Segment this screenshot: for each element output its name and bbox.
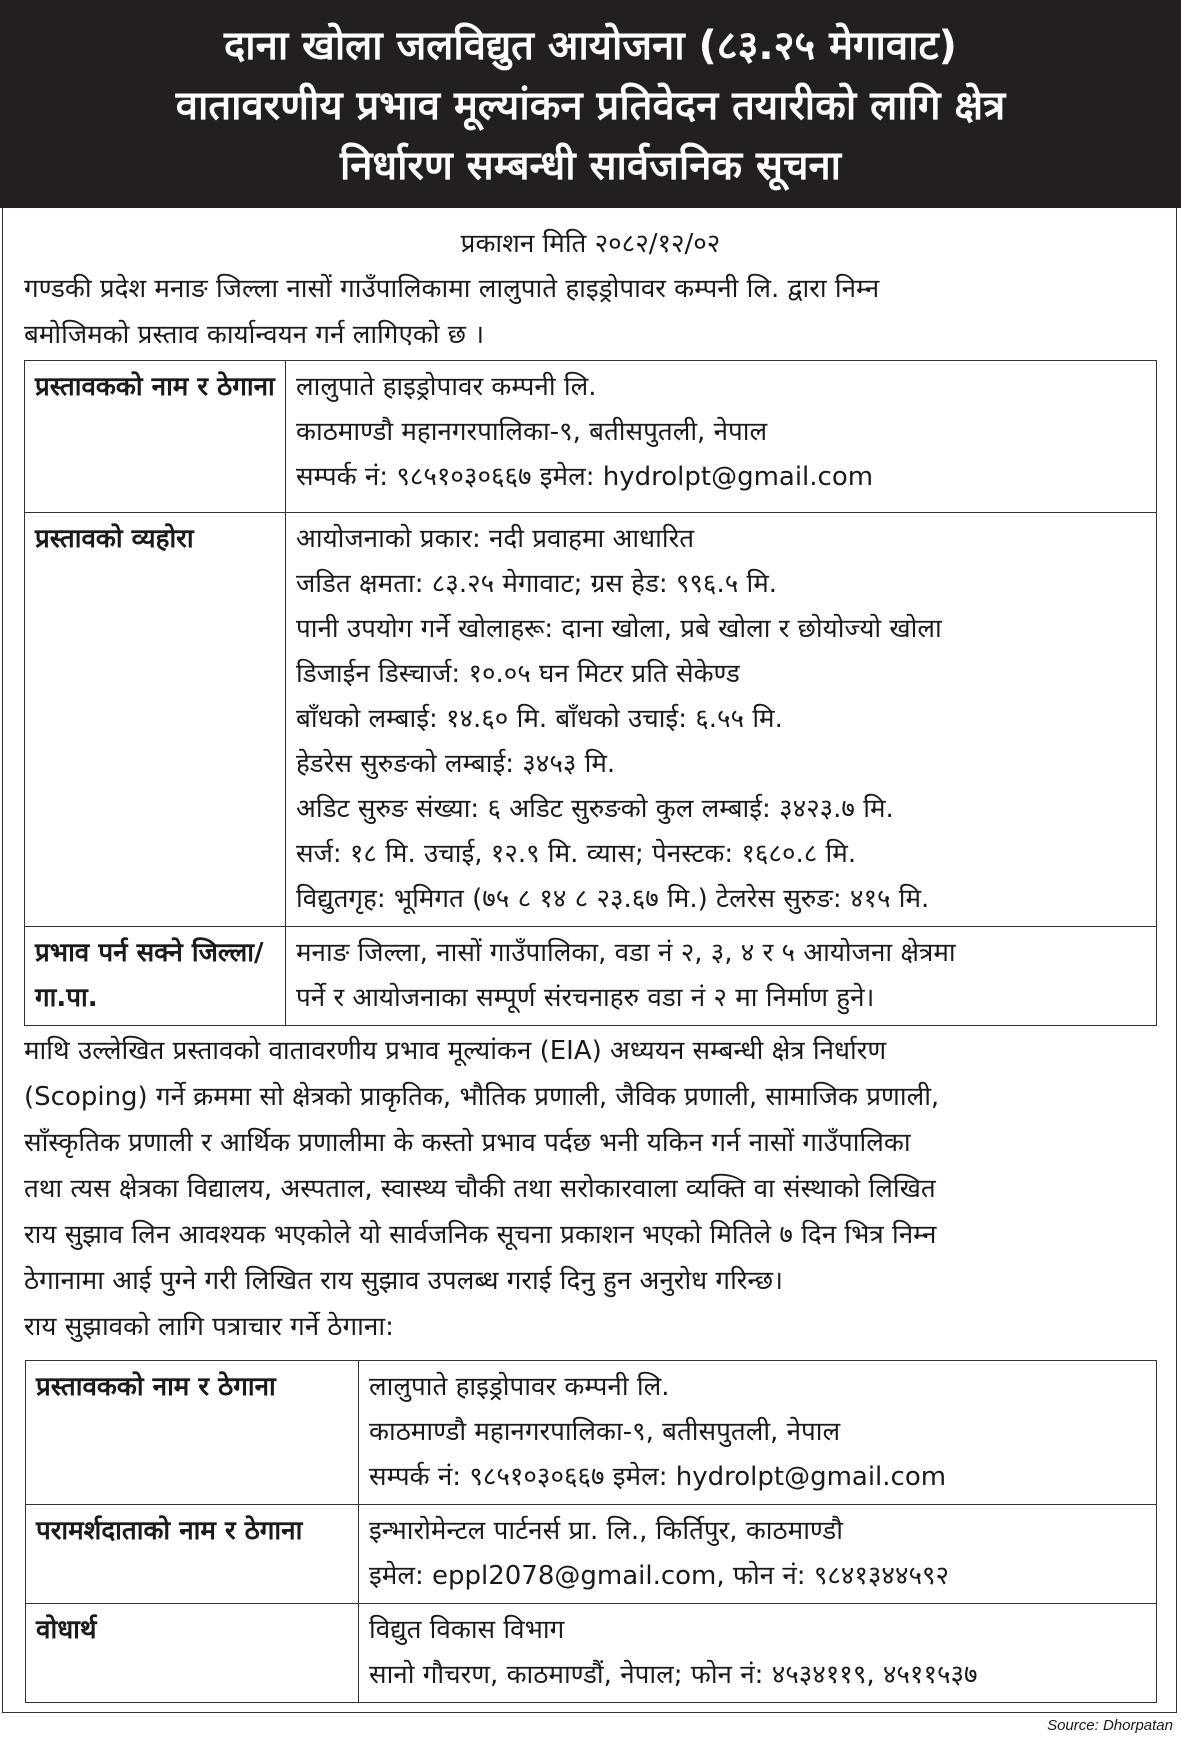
intro-paragraph [24, 266, 1159, 358]
row-value: लालुपाते हाइड्रोपावर कम्पनी लि. काठमाण्डौ महानगरपालिका-९, बतीसपुतली, नेपाल सम्पर्क नं: ९८५१०३०६६७ इमेल: hydrolpt@gmail.com [359, 1361, 1157, 1505]
proposal-details-table [24, 360, 1157, 1026]
table-row [26, 1361, 1157, 1505]
title-line: वातावरणीय प्रभाव मूल्यांकन प्रतिवेदन तयारीको लागि क्षेत्र [175, 83, 1006, 129]
row-value: विद्युत विकास विभाग सानो गौचरण, काठमाण्डौं, नेपाल; फोन नं: ४५३४११९, ४५११५३७ [359, 1604, 1157, 1703]
text-line: ठेगानामा आई पुग्ने गरी लिखित राय सुझाव उपलब्ध गराई दिनु हुन अनुरोध गरिन्छ। [24, 1266, 783, 1296]
row-value: आयोजनाको प्रकार: नदी प्रवाहमा आधारित जडित क्षमता: ८३.२५ मेगावाट; ग्रस हेड: ९९६.५ मि. पानी उपयोग गर्ने खोलाहरू: दाना खोला, प्रबे खोला र छोयोज्यो खोला डिजाईन डिस्चार्ज: १०.०५ घन मिटर प्रति सेकेण्ड बाँधको लम्बाई: १४.६० मि. बाँधको उचाई: ६.५५ मि. हेडरेस सुरुङको लम्बाई: ३४५३ मि. अडिट सुरुङ संख्या: ६ अडिट सुरुङको कुल लम्बाई: ३४२३.७ मि. सर्ज: १८ मि. उचाई, १२.९ मि. व्यास; पेनस्टक: १६८०.८ मि. विद्युतगृह: भूमिगत (७५ ८ १४ ८ २३.६७ मि.) टेलरेस सुरुङ: ४१५ मि. [286, 513, 1157, 927]
row-label: परामर्शदाताको नाम र ठेगाना [26, 1505, 359, 1604]
source-credit: Source: Dhorpatan [1047, 1717, 1173, 1734]
text-line: गण्डकी प्रदेश मनाङ जिल्ला नासों गाउँपालिकामा लालुपाते हाइड्रोपावर कम्पनी लि. द्वारा निम्न [24, 274, 880, 304]
table-row [26, 1604, 1157, 1703]
row-label: प्रस्तावकको नाम र ठेगाना [26, 1361, 359, 1505]
table-row [26, 1505, 1157, 1604]
table-row [25, 927, 1157, 1026]
row-label: प्रभाव पर्न सक्ने जिल्ला/गा.पा. [25, 927, 286, 1026]
row-label: वोधार्थ [26, 1604, 359, 1703]
text-line: राय सुझाव लिन आवश्यक भएकोले यो सार्वजनिक सूचना प्रकाशन भएको मितिले ७ दिन भित्र निम्न [24, 1220, 937, 1250]
table-row [25, 361, 1157, 513]
row-value: मनाङ जिल्ला, नासों गाउँपालिका, वडा नं २, ३, ४ र ५ आयोजना क्षेत्रमा पर्ने र आयोजनाका सम्पूर्ण संरचनाहरु वडा नं २ मा निर्माण हुने। [286, 927, 1157, 1026]
text-line: बमोजिमको प्रस्ताव कार्यान्वयन गर्न लागिएको छ । [24, 320, 485, 350]
row-label: प्रस्तावको व्यहोरा [25, 513, 286, 927]
text-line: साँस्कृतिक प्रणाली र आर्थिक प्रणालीमा के कस्तो प्रभाव पर्दछ भनी यकिन गर्न नासों गाउँपालिका [24, 1128, 911, 1158]
text-line: माथि उल्लेखित प्रस्तावको वातावरणीय प्रभाव मूल्यांकन (EIA) अध्ययन सम्बन्धी क्षेत्र निर्धारण [24, 1036, 887, 1066]
row-value: इन्भारोमेन्टल पार्टनर्स प्रा. लि., किर्तिपुर, काठमाण्डौ इमेल: eppl2078@gmail.com, फोन नं: ९८४१३४४५९२ [359, 1505, 1157, 1604]
text-line: (Scoping) गर्ने क्रममा सो क्षेत्रको प्राकृतिक, भौतिक प्रणाली, जैविक प्रणाली, सामाजिक प्रणाली, [24, 1082, 940, 1112]
text-line: तथा त्यस क्षेत्रका विद्यालय, अस्पताल, स्वास्थ्य चौकी तथा सरोकारवाला व्यक्ति वा संस्थाको लिखित [24, 1174, 936, 1204]
correspondence-heading: राय सुझावको लागि पत्राचार गर्ने ठेगाना: [24, 1312, 394, 1342]
row-label: प्रस्तावकको नाम र ठेगाना [25, 361, 286, 513]
publication-date: प्रकाशन मिति २०८२/१२/०२ [460, 229, 721, 259]
title-line: निर्धारण सम्बन्धी सार्वजनिक सूचना [339, 143, 842, 189]
notice-title-banner [0, 0, 1181, 208]
correspondence-table [25, 1360, 1157, 1703]
row-value: लालुपाते हाइड्रोपावर कम्पनी लि. काठमाण्डौ महानगरपालिका-९, बतीसपुतली, नेपाल सम्पर्क नं: ९८५१०३०६६७ इमेल: hydrolpt@gmail.com [286, 361, 1157, 513]
body-paragraph [24, 1028, 1159, 1350]
title-line: दाना खोला जलविद्युत आयोजना (८३.२५ मेगावाट) [224, 23, 957, 69]
table-row [25, 513, 1157, 927]
